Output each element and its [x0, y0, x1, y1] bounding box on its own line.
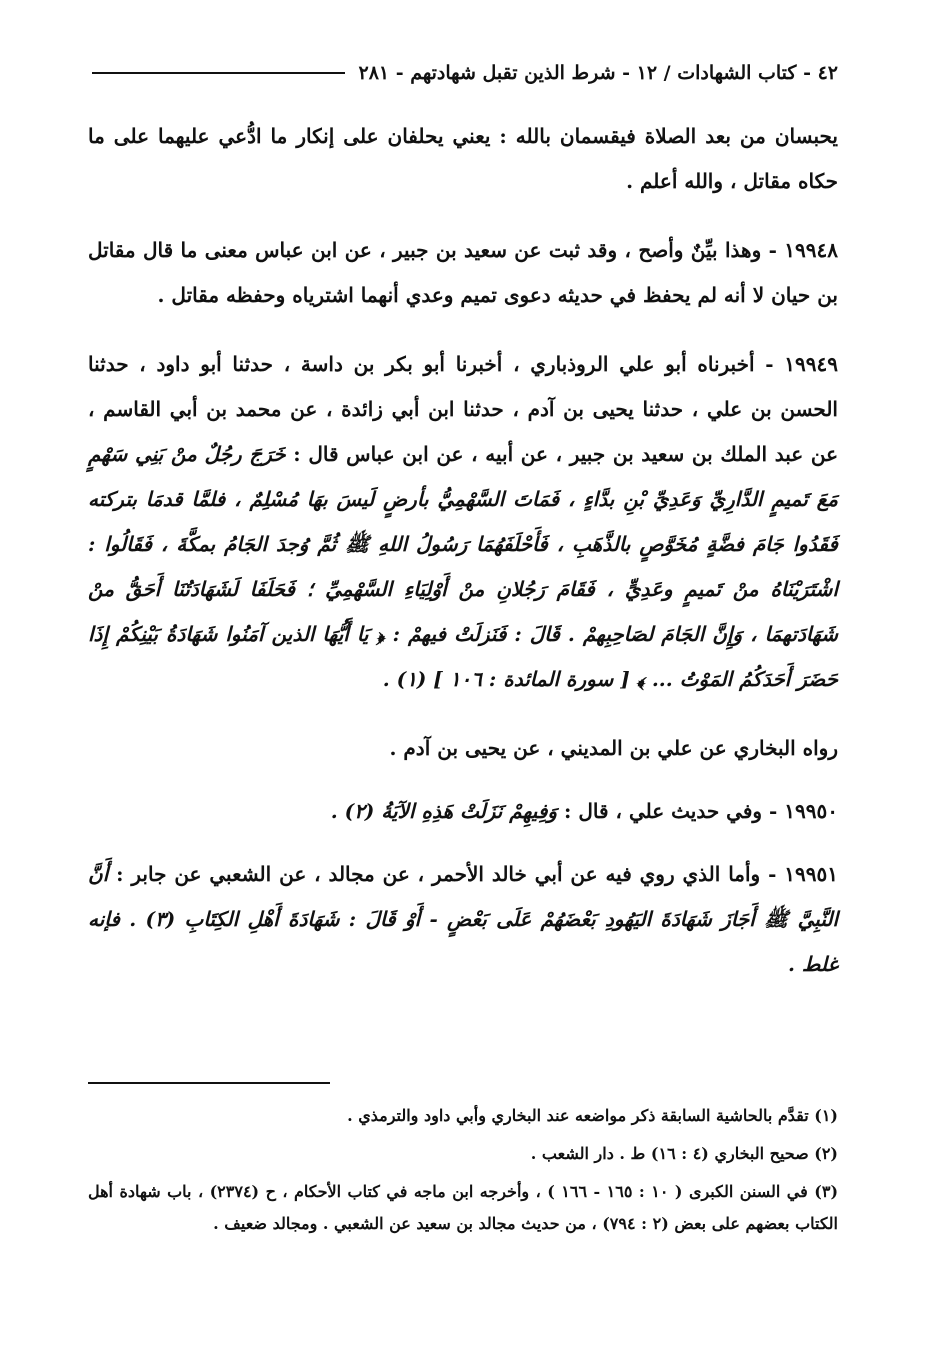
hadith-quote: أَنَّ النَّبِيَّ ﷺ أَجَازَ شَهَادَةَ اليَهُودِ بَعْضَهُمْ عَلَى بَعْضٍ - أَوْ قَالَ : شَهَادَةَ أَهْلِ الكِتَابِ (٣) . فإنه غلط . [88, 862, 839, 976]
header-divider [92, 72, 345, 74]
footnotes [88, 1100, 838, 1246]
hadith-19948 [88, 228, 838, 318]
body-text [88, 114, 838, 1011]
hadith-number: ١٩٩٥١ [784, 862, 838, 886]
paragraph-text: - وأما الذي روي فيه عن أبي خالد الأحمر ، عن مجالد ، عن الشعبي عن جابر : [108, 862, 785, 886]
paragraph-continuation [88, 114, 838, 204]
paragraph-text: يحبسان من بعد الصلاة فيقسمان بالله : يعني يحلفان على إنكار ما ادُّعي عليهما على ما حكاه مقاتل ، والله أعلم . [88, 124, 838, 193]
hadith-quote: وَفِيهِمْ نَزَلَتْ هَذِهِ الآيَةُ (٢) . [330, 799, 558, 823]
page-title: ٤٢ - كتاب الشهادات / ١٢ - شرط الذين تقبل شهادتهم - ٢٨١ [358, 62, 838, 84]
footnote-3: (٣) في السنن الكبرى ( ١٠ : ١٦٥ - ١٦٦ ) ، وأخرجه ابن ماجه في كتاب الأحكام ، ح (٢٣٧٤) ، باب شهادة أهل الكتاب بعضهم على بعض (٢ : ٧٩٤) ، من حديث مجالد بن سعيد عن الشعبي . ومجالد ضعيف . [88, 1182, 839, 1233]
footnote-1: (١) تقدَّم بالحاشية السابقة ذكر مواضعه عند البخاري وأبي داود والترمذي . [347, 1106, 838, 1125]
hadith-number: ١٩٩٥٠ [784, 799, 838, 823]
hadith-19950 [88, 789, 838, 834]
hadith-number: ١٩٩٤٩ [784, 352, 838, 376]
paragraph-text: - أخبرناه أبو علي الروذباري ، أخبرنا أبو بكر بن داسة ، حدثنا أبو داود ، حدثنا الحسن بن علي ، حدثنا يحيى بن آدم ، حدثنا ابن أبي زائدة ، عن محمد بن أبي القاسم ، عن عبد الملك بن سعيد بن جبير ، عن أبيه ، عن ابن عباس قال : [88, 352, 838, 466]
footnote-2: (٢) صحيح البخاري (٤ : ١٦) ط . دار الشعب . [530, 1144, 838, 1163]
hadith-19949 [88, 342, 838, 702]
paragraph-text: - وفي حديث علي ، قال : [557, 799, 785, 823]
document-page [88, 40, 838, 1340]
hadith-19951 [88, 852, 838, 987]
running-header [88, 58, 838, 88]
narration-note [88, 726, 838, 771]
footnote-divider [88, 1082, 330, 1084]
paragraph-text: - وهذا بيِّنٌ وأصح ، وقد ثبت عن سعيد بن جبير ، عن ابن عباس معنى ما قال مقاتل بن حيان لا أنه لم يحفظ في حديثه دعوى تميم وعدي أنهما اشترياه وحفظه مقاتل . [88, 238, 838, 307]
paragraph-text: رواه البخاري عن علي بن المديني ، عن يحيى بن آدم . [389, 736, 838, 760]
hadith-quote: خَرَجَ رجُلٌ منْ بَنِي سَهْمٍ مَعَ تَميمٍ الدَّارِيِّ وَعَدِيِّ بْنِ بدَّاءٍ ، فَمَاتَ السَّهْمِيُّ بأرضٍ لَيسَ بهَا مُسْلِمٌ ، فلمَّا قدمَا بتركته فَقَدُوا جَامَ فضَّةٍ مُخَوَّصٍ بالذَّهَبِ ، فَأَحْلَفَهُمَا رَسُولُ اللهِ ﷺ ثُمَّ وُجدَ الجَامُ بمكَّةَ ، فَقَالُوا : اشْتَرَيْنَاهُ منْ تَميمٍ وعَدِيٍّ ، فَقَامَ رَجُلانِ منْ أَوْلِيَاءِ السَّهْمِيِّ ؛ فَحَلَفَا لَشَهَادَتُنَا أَحَقُّ منْ شَهَادَتهمَا ، وَإِنَّ الجَامَ لصَاحِبِهمْ . قَالَ : فَنَزلَتْ فيهمْ : ﴿ يَا أَيُّهَا الذين آمَنُوا شَهَادَةُ بَيْنِكُمْ إِذَا حَضَرَ أَحَدَكُمُ المَوْتُ ... ﴾ [ سورة المائدة : ١٠٦ ] (١) . [88, 442, 838, 691]
hadith-number: ١٩٩٤٨ [784, 238, 838, 262]
